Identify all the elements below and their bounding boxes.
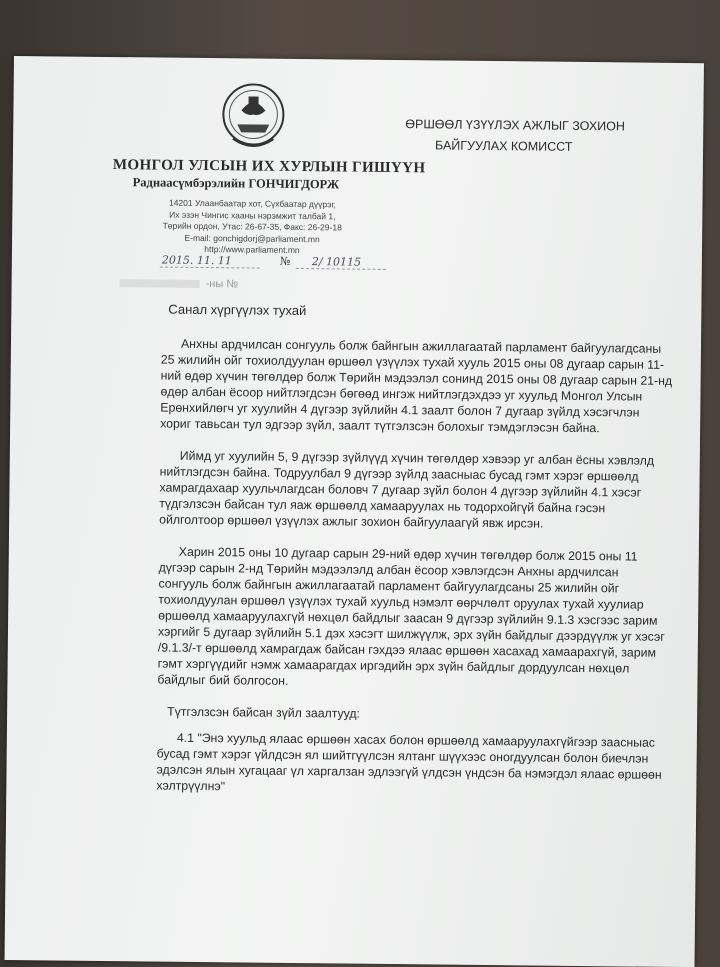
addressee-block: [405, 114, 625, 158]
body-paragraph: Иймд уг хуулийн 5, 9 дүгээр зүйлүүд хүчин төгөлдөр хэвээр уг албан ёсны хэвлэлд нийтлэгдсэн байна. Тодруулбал 9 дүгээр зүйлд заасныас бусад гэмт хэрэг өршөөлд хамрагдахаар хуульчлагдсан боловч 7 дугаар зүйл болон 4 дүгээр зүйлийн 4.1 хэсэг түдгэлзсэн байсан тул яаж өршөөлд хамааруулах нь тодорхойгүй байна гэсэн ойлголтоор өршөөл үзүүлэх ажлыг зохион байгуулаагүй явж ирсэн.: [159, 448, 655, 531]
ref-suffix: -ны №: [205, 278, 239, 291]
blank-field: [120, 279, 200, 288]
letter-body: [156, 336, 673, 815]
address-email: E-mail: gonchigdorj@parliament.mn: [184, 232, 320, 244]
letterhead-org-name: МОНГОЛ УЛСЫН ИХ ХУРЛЫН ГИШҮҮН: [112, 157, 426, 177]
section-heading: Түтгэлзсэн байсан зүйл заалтууд:: [167, 704, 361, 721]
letterhead-person-name: Раднаасүмбэрэлийн ГОНЧИГДОРЖ: [132, 175, 340, 192]
reference-line: [120, 277, 239, 290]
number-underline: [296, 267, 386, 270]
handwritten-date: 2015. 11. 11: [161, 253, 232, 268]
body-paragraph: Анхны ардчилсан сонгууль болж байнгын ажиллагаатай парламент байгуулагдсаны 25 жилийн ойг тохиолдуулан өршөөл үзүүлэх тухай хууль 2015 оны 08 дугаар сарын 11-ний өдөр хүчин төгөлдөр болж Төрийн мэдээлэл сонинд 2015 оны 08 дугаар сарын 21-нд өдөр албан ёсоор нийтлэгдсэн бөгөөд ингэж нийтлэгдэхдээ уг хуульд Монгол Улсын Ерөнхийлөгч уг хуулийн 4 дүгээр зүйлийн 4.1 заалт болон 7 дугаар зүйлд хэсэгчлэн хориг тавьсан тул эдгээр зүйл, заалт түтгэлзсэн болохыг тэмдэглэсэн байна.: [160, 336, 673, 436]
quoted-clause: 4.1 "Энэ хуульд ялаас өршөөн хасах болон өршөөлд хамааруулахгүйгээр заасныас бусад гэмт хэрэг үйлдсэн ял шийтгүүлсэн ялтанг шүүхээс оногдуулсан болон биечлэн эдэлсэн ялын хугацааг үл харгалзан эдлээгүй үлдсэн үндсэн ба нэмэгдэл ялаас өршөөн хэлтрүүлнэ": [156, 730, 662, 794]
state-emblem-icon: [219, 80, 288, 155]
letterhead-address: [152, 197, 353, 257]
body-paragraph: Харин 2015 оны 10 дугаар сарын 29-ний өдөр хүчин төгөлдөр болж 2015 оны 11 дүгээр сарын 2-нд Төрийн мэдээлэлд албан ёсоор хэвлэгдсэн Анхны ардчилсан сонгууль болж байнгын ажиллагаатай парламент байгуулагдсаны 25 жилийн ойг тохиолдуулан өршөөл үзүүлэх тухай хуульд нэмэлт өөрчлөлт оруулах тухай хуулиар өршөөлд хамааруулахгүй нөхцөл байдлыг заасан 9 дүгээр зүйлийн 9.1.3 хэсгээс зарим хэргийг 5 дугаар зүйлийн 5.1 дэх хэсэгт шилжүүлж, эрх зүйн байдлыг дээрдүүлж уг хэсэг /9.1.3/-т өршөөлд хамрагдаж байсан гэхдээ ялаас өршөөн хасахад хамаарахгүй, зарим гэмт хэргүүдийг нэмж хамаарагдах иргэдийн эрх зүйн байдлыг дордуулсан нөхцөл байдлыг бий болгосон.: [157, 544, 665, 688]
address-line: Төрийн ордон, Утас: 26-67-35, Факс: 26-29-18: [162, 220, 342, 233]
address-website: http://www.parliament.mn: [204, 244, 300, 256]
address-line: 14201 Улаанбаатар хот, Сүхбаатар дүүрэг,: [168, 197, 336, 210]
address-line: Их эзэн Чингис хааны нэрэмжит талбай 1,: [169, 209, 336, 221]
letter-subject: Санал хүргүүлэх тухай: [168, 301, 307, 319]
number-label: №: [279, 254, 292, 268]
letter-page: [5, 56, 704, 967]
addressee-line-2: БАЙГУУЛАХ КОМИССТ: [435, 138, 573, 154]
handwritten-number: 2/ 10115: [311, 255, 362, 269]
date-underline: [160, 266, 260, 269]
addressee-line-1: ӨРШӨӨЛ ҮЗҮҮЛЭХ АЖЛЫГ ЗОХИОН: [405, 117, 626, 134]
